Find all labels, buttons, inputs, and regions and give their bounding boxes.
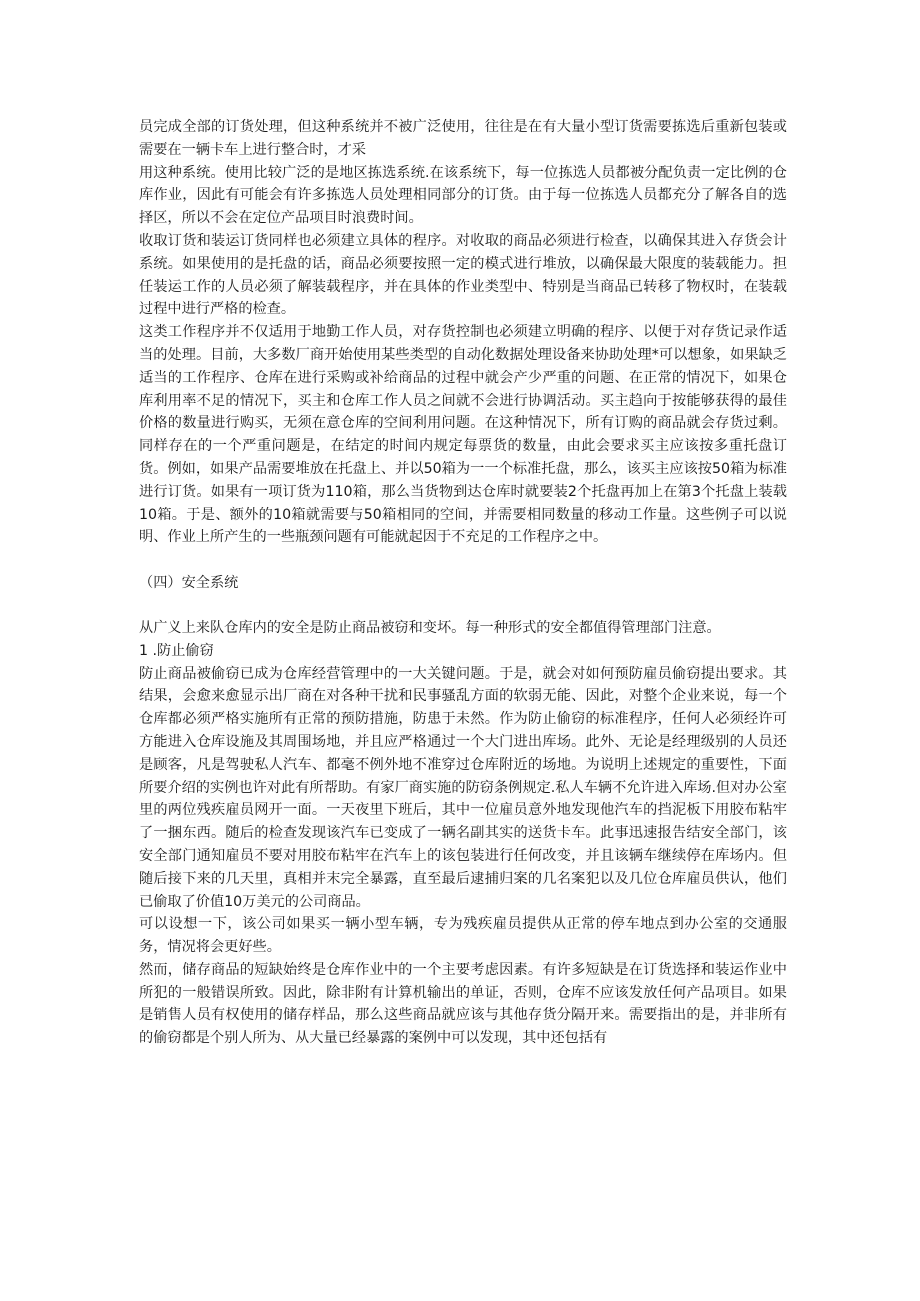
paragraph: 然而，储存商品的短缺始终是仓库作业中的一个主要考虑因素。有许多短缺是在订货选择和装运作业中所犯的一般错误所致。因此，除非附有计算机输出的单证，否则，仓库不应该发放任何产品项目。如果是销售人员有权使用的储存样品，那么这些商品就应该与其他存货分隔开来。需要指出的是，并非所有的偷窃都是个别人所为、从大量已经暴露的案例中可以发现，其中还包括有 bbox=[139, 961, 787, 1047]
paragraph: 员完成全部的订货处理，但这种系统并不被广泛使用，往往是在有大量小型订货需要拣选后重新包装或需要在一辆卡车上进行整合时，才采 bbox=[139, 119, 787, 158]
paragraph: 防止商品被偷窃已成为仓库经营管理中的一大关键问题。于是，就会对如何预防雇员偷窃提出要求。其结果，会愈来愈显示出厂商在对各种干扰和民事骚乱方面的软弱无能、因此，对整个企业来说，每一个仓库都必须严格实施所有正常的预防措施，防患于未然。作为防止偷窃的标准程序，任何人必须经许可方能进入仓库设施及其周围场地，并且应严格通过一个大门进出库场。此外、无论是经理级别的人员还是顾客，凡是驾驶私人汽车、都毫不例外地不准穿过仓库附近的场地。为说明上述规定的重要性，下面所要介绍的实例也许对此有所帮助。有家厂商实施的防窃条例规定.私人车辆不允许进入库场.但对办公室里的两位残疾雇员网开一面。一天夜里下班后，其中一位雇员意外地发现他汽车的挡泥板下用胶布粘牢了一捆东西。随后的检查发现该汽车已变成了一辆名副其实的送货卡车。此事迅速报告结安全部门，该安全部门通知雇员不要对用胶布粘牢在汽车上的该包装进行任何改变，并且该辆车继续停在库场内。但随后接下来的几天里，真相并末完全暴露，直至最后逮捕归案的几名案犯以及几位仓库雇员供认，他们已偷取了价值10万美元的公司商品。 bbox=[139, 665, 787, 910]
document-body bbox=[139, 116, 787, 1050]
intro-paragraph: 从广义上来队仓库内的安全是防止商品被窃和变坏。每一种形式的安全都值得管理部门注意。 bbox=[139, 619, 721, 636]
spacer bbox=[139, 549, 787, 572]
subheading: 1 .防止偷窃 bbox=[139, 642, 214, 659]
paragraph: 可以设想一下，该公司如果买一辆小型车辆，专为残疾雇员提供从正常的停车地点到办公室的交通服务，情况将会更好些。 bbox=[139, 916, 787, 956]
paragraph: 收取订货和装运订货同样也必须建立具体的程序。对收取的商品必须进行检查，以确保其进入存货会计系统。如果使用的是托盘的话，商品必须要按照一定的模式进行堆放，以确保最大限度的装载能力。担任装运工作的人员必须了解装载程序，并在具体的作业类型中、特别是当商品已转移了物权时，在装载过程中进行严格的检查。 bbox=[139, 232, 787, 318]
paragraph: 这类工作程序并不仅适用于地勤工作人员，对存货控制也必须建立明确的程序、以便于对存货记录作适当的处理。目前，大多数厂商开始使用某些类型的自动化数据处理设备来协助处理*可以想象，如果缺乏适当的工作程序、仓库在进行采购或补给商品的过程中就会产少严重的问题、在正常的情况下，如果仓库利用率不足的情况下，买主和仓库工作人员之间就不会进行协调活动。买主趋向于按能够获得的最佳价格的数量进行购买，无须在意仓库的空间利用问题。在这种情况下，所有订购的商品就会存货过剩。同样存在的一个严重问题是，在结定的时间内规定每票货的数量，由此会要求买主应该按多重托盘订货。例如，如果产品需要堆放在托盘上、并以50箱为一一个标准托盘，那么，该买主应该按50箱为标准进行订货。如果有一项订货为110箱，那么当货物到达仓库时就要装2个托盘再加上在第3个托盘上装载10箱。于是、额外的10箱就需要与50箱相同的空间，并需要相同数量的移动工作量。这些例子可以说明、作业上所产生的一些瓶颈问题有可能就起因于不充足的工作程序之中。 bbox=[139, 324, 787, 546]
paragraph: 用这种系统。使用比较广泛的是地区拣选系统.在该系统下，每一位拣选人员都被分配负责一定比例的仓库作业，因此有可能会有许多拣选人员处理相同部分的订货。由于每一位拣选人员都充分了解各自的选择区，所以不会在定位产品项目时浪费时间。 bbox=[139, 164, 787, 227]
spacer bbox=[139, 595, 787, 617]
section-heading: （四）安全系统 bbox=[139, 575, 239, 592]
